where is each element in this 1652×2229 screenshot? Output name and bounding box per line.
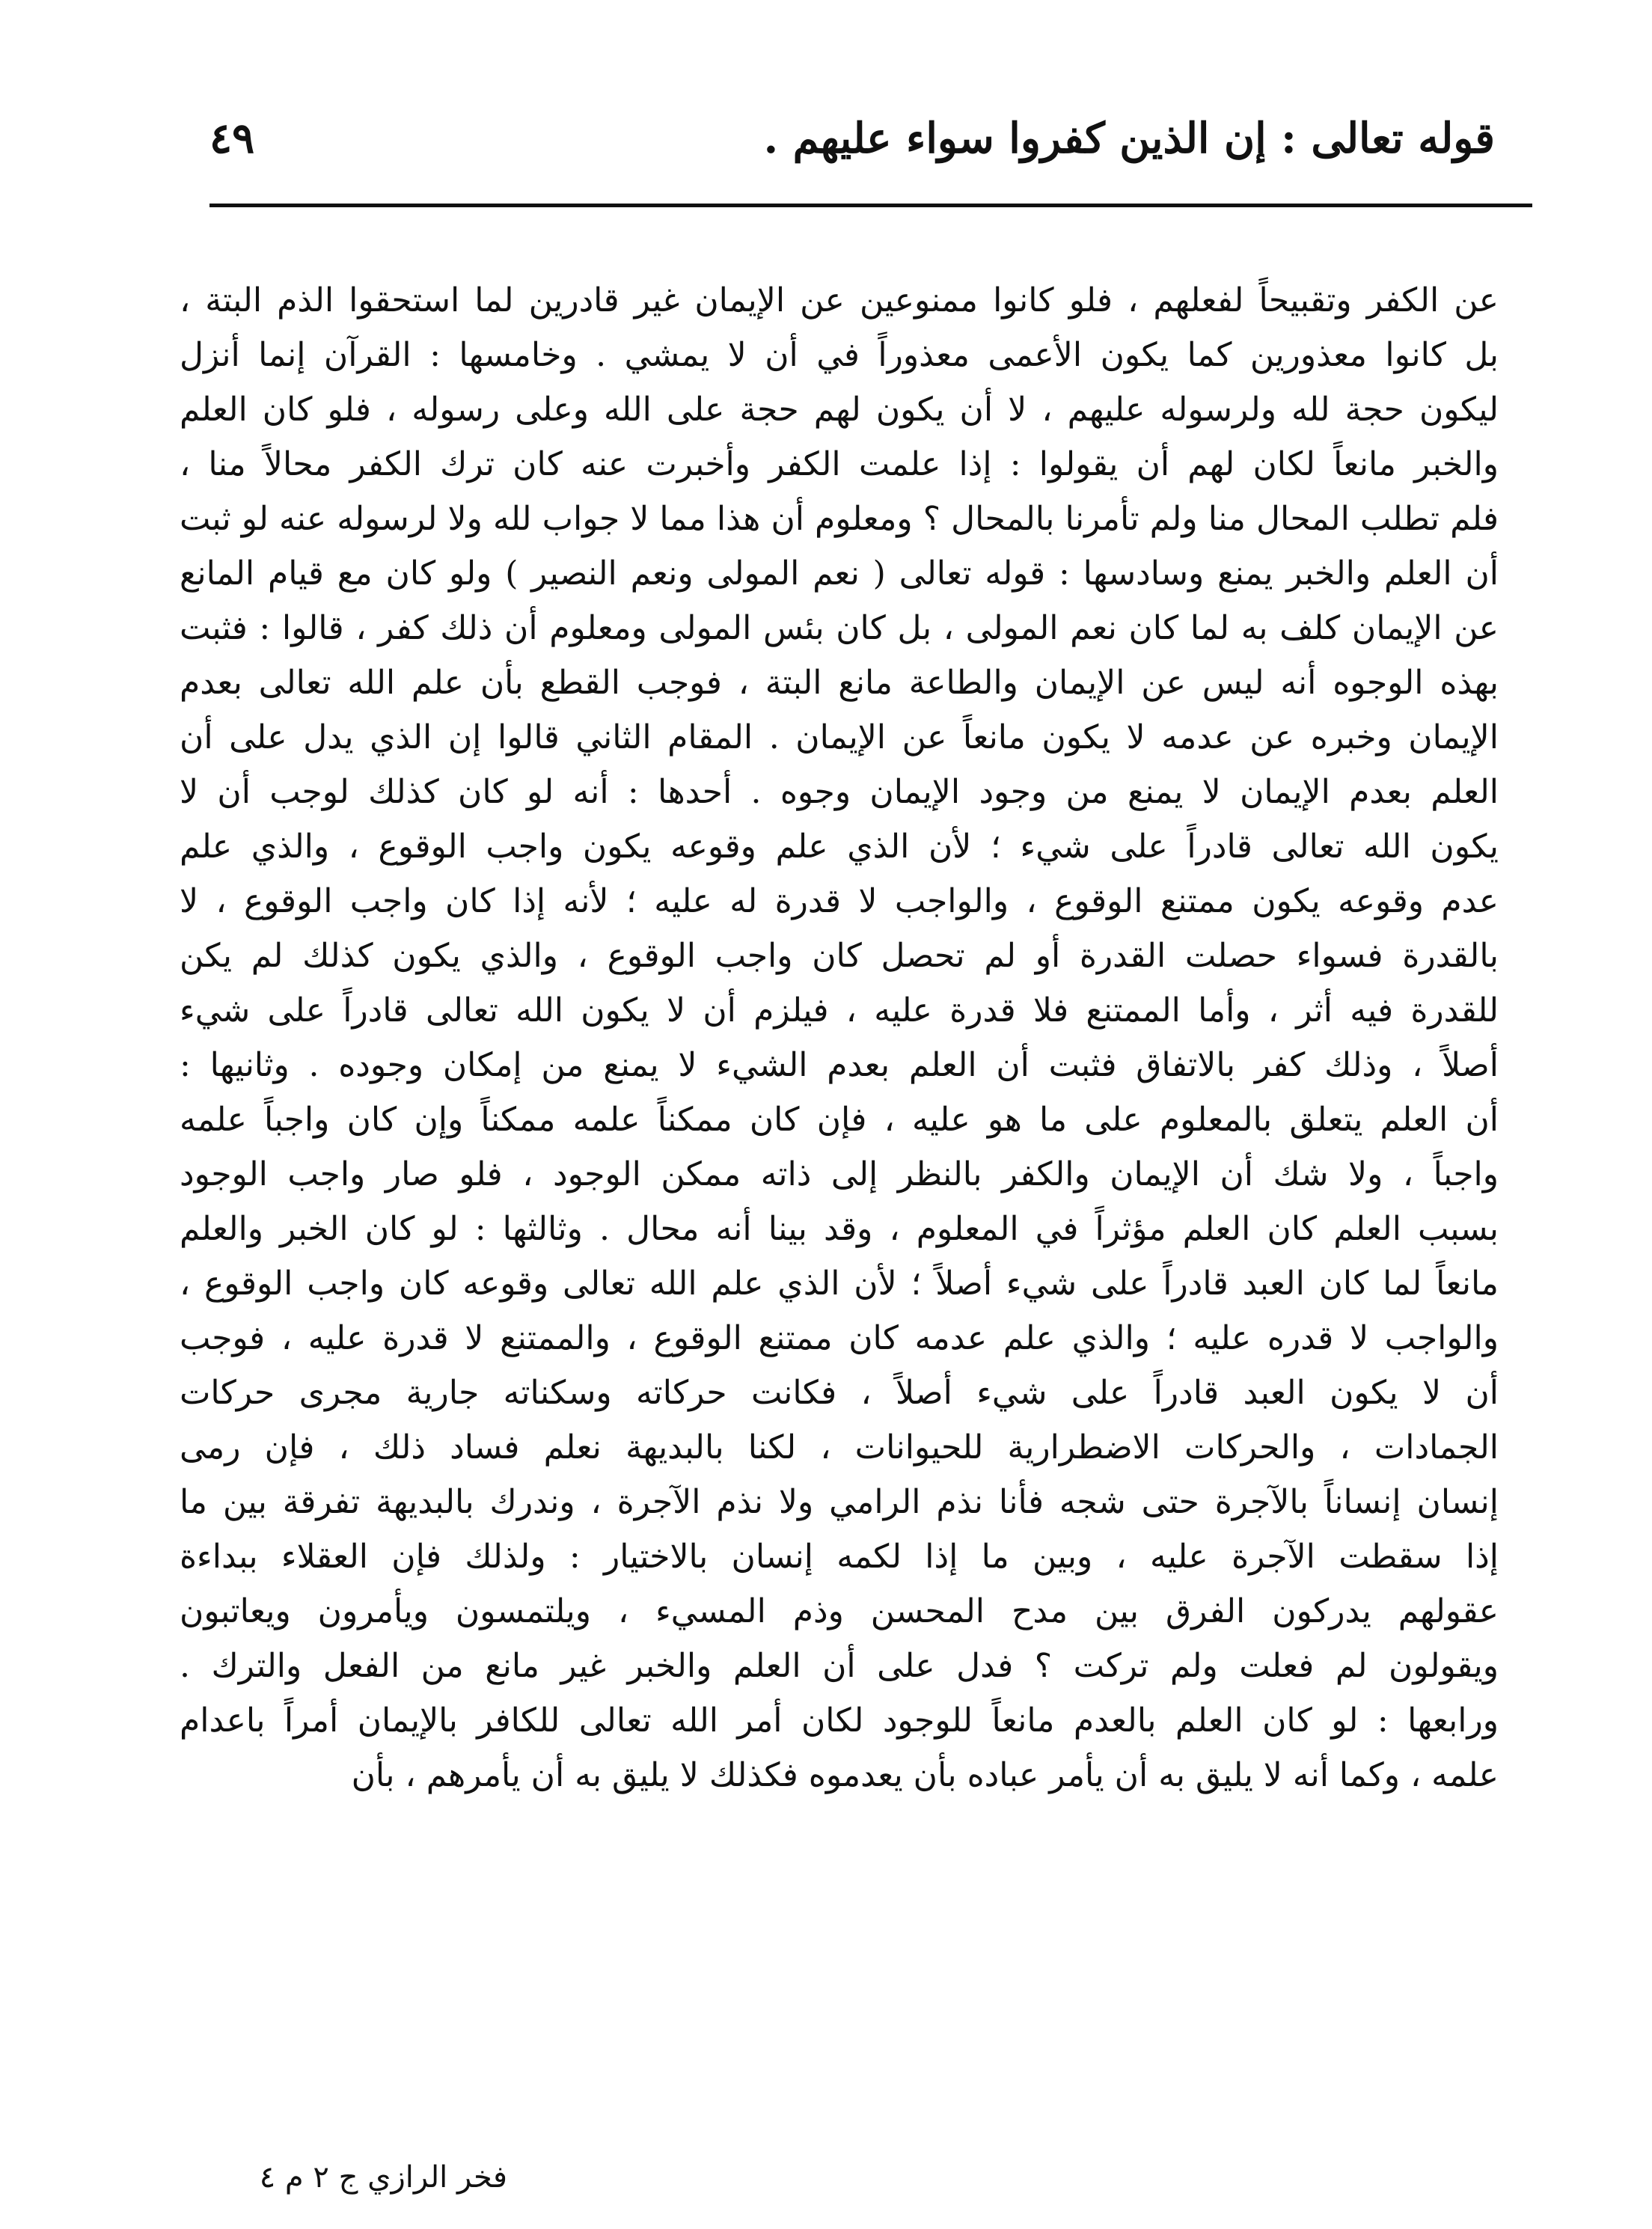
text-line: أصلاً ، وذلك كفر بالاتفاق فثبت أن العلم بعدم الشيء لا يمنع من إمكان وجوده . وثانيها : <box>180 1046 1499 1084</box>
text-line: فلم تطلب المحال منا ولم تأمرنا بالمحال ؟ ومعلوم أن هذا مما لا جواب لله ولا لرسوله عنه لو ثبت <box>180 500 1499 538</box>
page-number: ٤٩ <box>209 114 255 163</box>
text-line: بهذه الوجوه أنه ليس عن الإيمان والطاعة مانع البتة ، فوجب القطع بأن علم الله تعالى بعدم <box>180 664 1499 702</box>
text-line: بل كانوا معذورين كما يكون الأعمى معذوراً في أن لا يمشي . وخامسها : القرآن إنما أنزل <box>180 336 1499 374</box>
text-line: عن الإيمان كلف به لما كان نعم المولى ، بل كان بئس المولى ومعلوم أن ذلك كفر ، قالوا : فثبت <box>180 609 1499 647</box>
text-line: ورابعها : لو كان العلم بالعدم مانعاً للوجود لكان أمر الله تعالى للكافر بالإيمان أمراً باعدام <box>180 1701 1499 1740</box>
body-text <box>180 273 1499 1803</box>
text-line: عدم وقوعه يكون ممتنع الوقوع ، والواجب لا قدرة له عليه ؛ لأنه إذا كان واجب الوقوع ، لا <box>180 882 1499 920</box>
text-line: أن العلم يتعلق بالمعلوم على ما هو عليه ، فإن كان ممكناً علمه ممكناً وإن كان واجباً علمه <box>180 1101 1499 1139</box>
text-line: أن العلم والخبر يمنع وسادسها : قوله تعالى ( نعم المولى ونعم النصير ) ولو كان مع قيام المانع <box>180 554 1499 593</box>
text-line: العلم بعدم الإيمان لا يمنع من وجود الإيمان وجوه . أحدها : أنه لو كان كذلك لوجب أن لا <box>180 773 1499 811</box>
text-line: ويقولون لم فعلت ولم تركت ؟ فدل على أن العلم والخبر غير مانع من الفعل والترك . <box>180 1647 1499 1685</box>
text-line: أن لا يكون العبد قادراً على شيء أصلاً ، فكانت حركاته وسكناته جارية مجرى حركات <box>180 1374 1499 1412</box>
text-line: والواجب لا قدره عليه ؛ والذي علم عدمه كان ممتنع الوقوع ، والممتنع لا قدرة عليه ، فوجب <box>180 1319 1499 1357</box>
text-line: للقدرة فيه أثر ، وأما الممتنع فلا قدرة عليه ، فيلزم أن لا يكون الله تعالى قادراً على شيء <box>180 991 1499 1030</box>
text-line: عقولهم يدركون الفرق بين مدح المحسن وذم المسيء ، ويلتمسون ويأمرون ويعاتبون <box>180 1592 1499 1630</box>
text-line: عن الكفر وتقبيحاً لفعلهم ، فلو كانوا ممنوعين عن الإيمان غير قادرين لما استحقوا الذم البتة ، <box>180 281 1499 319</box>
text-line: إنسان إنساناً بالآجرة حتى شجه فأنا نذم الرامي ولا نذم الآجرة ، وندرك بالبديهة تفرقة بين ما <box>180 1483 1499 1521</box>
text-line: الإيمان وخبره عن عدمه لا يكون مانعاً عن الإيمان . المقام الثاني قالوا إن الذي يدل على أن <box>180 718 1499 756</box>
text-line: مانعاً لما كان العبد قادراً على شيء أصلاً ؛ لأن الذي علم الله تعالى وقوعه كان واجب الوقوع ، <box>180 1265 1499 1303</box>
text-line: ليكون حجة لله ولرسوله عليهم ، لا أن يكون لهم حجة على الله وعلى رسوله ، فلو كان العلم <box>180 391 1499 429</box>
text-line: إذا سقطت الآجرة عليه ، وبين ما إذا لكمه إنسان بالاختيار : ولذلك فإن العقلاء ببداءة <box>180 1538 1499 1576</box>
text-line: بسبب العلم كان العلم مؤثراً في المعلوم ، وقد بينا أنه محال . وثالثها : لو كان الخبر والعلم <box>180 1210 1499 1248</box>
text-line: الجمادات ، والحركات الاضطرارية للحيوانات ، لكنا بالبديهة نعلم فساد ذلك ، فإن رمى <box>180 1428 1499 1467</box>
header-divider <box>209 204 1532 207</box>
text-line: علمه ، وكما أنه لا يليق به أن يأمر عباده بأن يعدموه فكذلك لا يليق به أن يأمرهم ، بأن <box>351 1756 1499 1794</box>
text-line: والخبر مانعاً لكان لهم أن يقولوا : إذا علمت الكفر وأخبرت عنه كان ترك الكفر محالاً منا ، <box>180 445 1499 483</box>
page-header <box>209 105 1495 172</box>
text-line: بالقدرة فسواء حصلت القدرة أو لم تحصل كان واجب الوقوع ، والذي يكون كذلك لم يكن <box>180 937 1499 975</box>
running-title: قوله تعالى : إن الذين كفروا سواء عليهم . <box>763 114 1495 163</box>
text-line: واجباً ، ولا شك أن الإيمان والكفر بالنظر إلى ذاته ممكن الوجود ، فلو صار واجب الوجود <box>180 1155 1499 1193</box>
printer-signature: فخر الرازي ج ٢ م ٤ <box>259 2160 507 2195</box>
text-line: يكون الله تعالى قادراً على شيء ؛ لأن الذي علم وقوعه يكون واجب الوقوع ، والذي علم <box>180 828 1499 866</box>
